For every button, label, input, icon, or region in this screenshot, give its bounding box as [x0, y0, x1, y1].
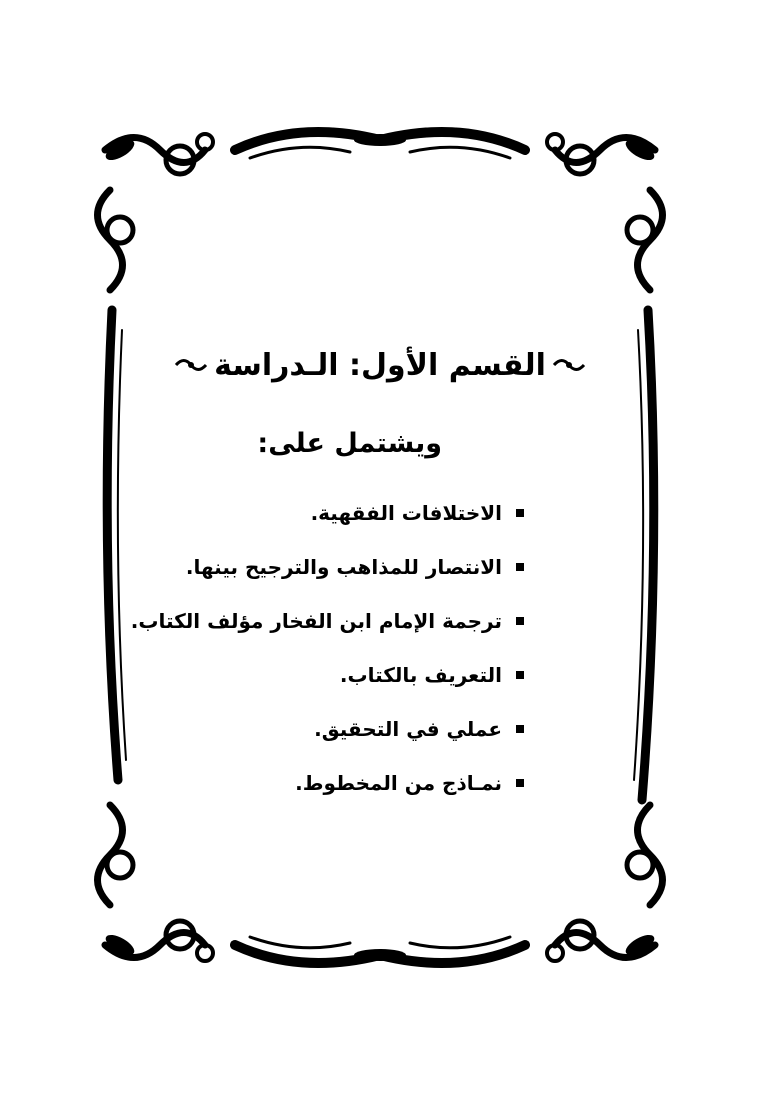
floral-ornament-icon [552, 354, 586, 376]
square-bullet-icon [516, 563, 524, 571]
square-bullet-icon [516, 725, 524, 733]
list-item [124, 756, 524, 810]
square-bullet-icon [516, 671, 524, 679]
list-item-label: الاختلافات الفقهية. [310, 501, 502, 525]
list-item-label: ترجمة الإمام ابن الفخار مؤلف الكتاب. [130, 609, 502, 633]
square-bullet-icon [516, 779, 524, 787]
list-item-label: التعريف بالكتاب. [339, 663, 502, 687]
list-item [124, 486, 524, 540]
list-item [124, 594, 524, 648]
list-item-label: الانتصار للمذاهب والترجيح بينها. [185, 555, 502, 579]
contents-list [124, 486, 524, 810]
section-heading [170, 340, 590, 390]
section-subtitle: ويشتمل على: [257, 428, 442, 459]
list-item-label: نمـاذج من المخطوط. [295, 771, 502, 795]
square-bullet-icon [516, 617, 524, 625]
list-item-label: عملي في التحقيق. [314, 717, 502, 741]
floral-ornament-icon [174, 354, 208, 376]
square-bullet-icon [516, 509, 524, 517]
list-item [124, 540, 524, 594]
list-item [124, 648, 524, 702]
list-item [124, 702, 524, 756]
page-title: القسم الأول: الـدراسة [214, 347, 546, 383]
